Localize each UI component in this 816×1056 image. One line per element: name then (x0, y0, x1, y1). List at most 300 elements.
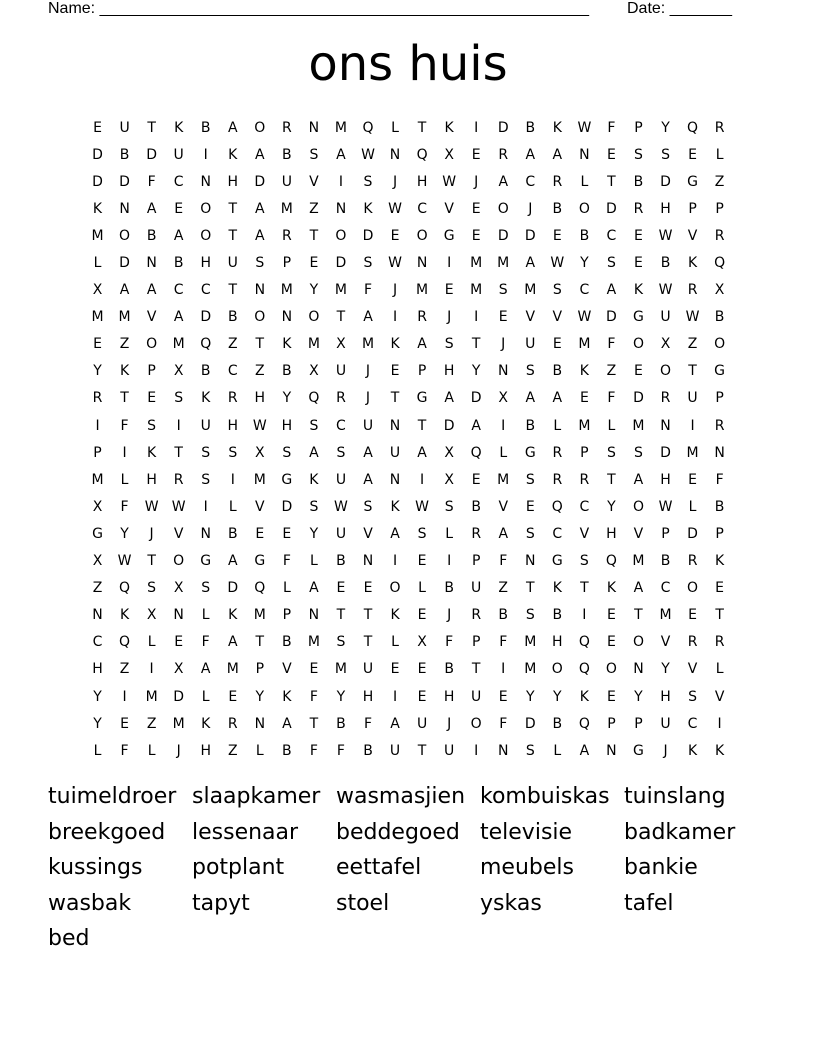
grid-letter[interactable]: K (92, 200, 103, 217)
grid-letter[interactable]: Q (605, 553, 617, 570)
grid-letter[interactable]: E (282, 525, 292, 542)
grid-letter[interactable]: B (714, 498, 725, 515)
grid-letter[interactable]: B (471, 498, 481, 515)
grid-letter[interactable]: L (607, 417, 616, 434)
grid-letter[interactable]: K (228, 607, 238, 624)
grid-letter[interactable]: E (498, 688, 508, 705)
grid-letter[interactable]: R (92, 390, 103, 407)
grid-letter[interactable]: M (118, 309, 131, 326)
grid-letter[interactable]: H (660, 688, 671, 705)
grid-letter[interactable]: B (552, 607, 563, 624)
grid-letter[interactable]: X (173, 661, 184, 678)
grid-letter[interactable]: D (227, 580, 239, 597)
grid-letter[interactable]: M (470, 282, 483, 299)
grid-letter[interactable]: F (201, 634, 210, 651)
grid-letter[interactable]: T (336, 309, 346, 326)
grid-letter[interactable]: A (390, 525, 400, 542)
grid-letter[interactable]: E (498, 309, 508, 326)
grid-letter[interactable]: J (176, 742, 181, 759)
grid-letter[interactable]: X (255, 444, 265, 461)
grid-letter[interactable]: R (417, 309, 427, 326)
grid-letter[interactable]: W (658, 282, 673, 299)
grid-letter[interactable]: D (660, 173, 671, 190)
grid-letter[interactable]: T (390, 390, 400, 407)
grid-letter[interactable]: A (498, 525, 509, 542)
grid-letter[interactable]: S (661, 146, 670, 163)
grid-letter[interactable]: L (309, 553, 318, 570)
grid-letter[interactable]: Y (255, 688, 265, 705)
grid-letter[interactable]: A (633, 580, 644, 597)
grid-letter[interactable]: E (174, 634, 184, 651)
grid-letter[interactable]: B (146, 227, 157, 244)
grid-letter[interactable]: N (525, 553, 536, 570)
grid-letter[interactable]: N (92, 607, 103, 624)
grid-letter[interactable]: O (632, 336, 644, 353)
grid-letter[interactable]: G (443, 227, 455, 244)
grid-letter[interactable]: E (444, 282, 454, 299)
grid-letter[interactable]: T (255, 336, 265, 353)
grid-letter[interactable]: R (714, 119, 725, 136)
grid-letter[interactable]: F (336, 742, 345, 759)
grid-letter[interactable]: U (444, 742, 455, 759)
grid-letter[interactable]: X (660, 336, 671, 353)
grid-letter[interactable]: S (282, 444, 292, 461)
grid-letter[interactable]: S (634, 444, 643, 461)
grid-letter[interactable]: M (307, 634, 320, 651)
grid-letter[interactable]: R (471, 607, 482, 624)
grid-letter[interactable]: B (579, 227, 590, 244)
grid-letter[interactable]: O (308, 309, 320, 326)
grid-letter[interactable]: A (633, 471, 644, 488)
grid-letter[interactable]: V (444, 200, 454, 217)
grid-letter[interactable]: I (122, 444, 127, 461)
grid-letter[interactable]: R (173, 471, 184, 488)
grid-letter[interactable]: D (362, 227, 374, 244)
grid-letter[interactable]: O (146, 336, 158, 353)
grid-letter[interactable]: O (254, 309, 266, 326)
grid-letter[interactable]: K (606, 580, 616, 597)
grid-letter[interactable]: I (717, 715, 722, 732)
grid-letter[interactable]: B (498, 607, 509, 624)
grid-letter[interactable]: K (390, 607, 400, 624)
grid-letter[interactable]: A (282, 715, 292, 732)
grid-letter[interactable]: B (525, 119, 536, 136)
grid-letter[interactable]: Y (525, 688, 535, 705)
grid-letter[interactable]: C (200, 282, 211, 299)
grid-letter[interactable]: T (471, 336, 481, 353)
grid-letter[interactable]: K (282, 688, 292, 705)
grid-letter[interactable]: I (474, 742, 479, 759)
grid-letter[interactable]: W (550, 255, 565, 272)
grid-letter[interactable]: I (501, 417, 506, 434)
grid-letter[interactable]: G (254, 553, 266, 570)
grid-letter[interactable]: A (119, 282, 130, 299)
grid-letter[interactable]: J (365, 363, 371, 380)
grid-letter[interactable]: O (173, 553, 185, 570)
grid-letter[interactable]: O (578, 200, 590, 217)
grid-letter[interactable]: E (525, 498, 535, 515)
grid-letter[interactable]: E (390, 661, 400, 678)
grid-letter[interactable]: S (363, 173, 373, 190)
grid-letter[interactable]: M (578, 417, 591, 434)
grid-letter[interactable]: Y (282, 390, 292, 407)
grid-letter[interactable]: B (660, 553, 671, 570)
grid-letter[interactable]: P (715, 390, 724, 407)
grid-letter[interactable]: E (634, 255, 643, 272)
grid-letter[interactable]: W (442, 173, 457, 190)
grid-letter[interactable]: V (579, 525, 590, 542)
grid-letter[interactable]: F (120, 417, 129, 434)
grid-letter[interactable]: S (363, 255, 373, 272)
grid-letter[interactable]: L (201, 688, 210, 705)
grid-letter[interactable]: C (525, 173, 536, 190)
grid-letter[interactable]: C (687, 715, 698, 732)
grid-letter[interactable]: M (361, 336, 375, 353)
grid-letter[interactable]: F (363, 282, 373, 299)
grid-letter[interactable]: T (174, 444, 183, 461)
grid-letter[interactable]: Y (93, 688, 102, 705)
grid-letter[interactable]: E (606, 634, 616, 651)
grid-letter[interactable]: S (417, 525, 427, 542)
grid-letter[interactable]: Y (309, 282, 319, 299)
grid-letter[interactable]: Y (309, 525, 319, 542)
grid-letter[interactable]: N (389, 146, 401, 163)
grid-letter[interactable]: Z (714, 173, 725, 190)
grid-letter[interactable]: K (579, 688, 589, 705)
grid-letter[interactable]: I (392, 553, 398, 570)
grid-letter[interactable]: U (525, 336, 536, 353)
grid-letter[interactable]: E (471, 146, 481, 163)
grid-letter[interactable]: B (282, 742, 292, 759)
grid-letter[interactable]: O (687, 580, 699, 597)
grid-letter[interactable]: O (470, 715, 482, 732)
grid-letter[interactable]: H (254, 390, 266, 407)
grid-letter[interactable]: K (715, 742, 725, 759)
grid-letter[interactable]: R (633, 200, 644, 217)
grid-letter[interactable]: D (254, 173, 266, 190)
grid-letter[interactable]: H (200, 255, 211, 272)
grid-letter[interactable]: X (92, 282, 103, 299)
grid-letter[interactable]: K (687, 742, 698, 759)
grid-letter[interactable]: M (632, 553, 645, 570)
grid-letter[interactable]: M (145, 688, 158, 705)
grid-letter[interactable]: S (309, 498, 319, 515)
grid-letter[interactable]: Q (119, 634, 131, 651)
grid-letter[interactable]: B (552, 200, 563, 217)
grid-letter[interactable]: A (309, 444, 319, 461)
grid-letter[interactable]: R (687, 282, 698, 299)
grid-letter[interactable]: A (255, 200, 265, 217)
grid-letter[interactable]: P (255, 661, 265, 678)
grid-letter[interactable]: K (201, 390, 211, 407)
grid-letter[interactable]: U (335, 363, 347, 380)
grid-letter[interactable]: U (200, 417, 211, 434)
grid-letter[interactable]: R (281, 119, 292, 136)
grid-letter[interactable]: S (363, 498, 373, 515)
grid-letter[interactable]: U (660, 309, 671, 326)
grid-letter[interactable]: A (227, 553, 238, 570)
grid-letter[interactable]: P (417, 363, 427, 380)
grid-letter[interactable]: K (174, 119, 184, 136)
grid-letter[interactable]: Z (227, 742, 238, 759)
grid-letter[interactable]: W (685, 309, 700, 326)
grid-letter[interactable]: N (579, 146, 590, 163)
grid-letter[interactable]: I (122, 688, 127, 705)
grid-letter[interactable]: F (499, 553, 508, 570)
grid-letter[interactable]: A (498, 173, 509, 190)
grid-letter[interactable]: Z (606, 363, 617, 380)
grid-letter[interactable]: P (715, 525, 724, 542)
grid-letter[interactable]: D (281, 498, 293, 515)
grid-letter[interactable]: E (688, 607, 697, 624)
grid-letter[interactable]: S (688, 688, 697, 705)
grid-letter[interactable]: J (474, 173, 479, 190)
grid-letter[interactable]: B (444, 580, 454, 597)
grid-letter[interactable]: L (93, 742, 102, 759)
grid-letter[interactable]: X (92, 553, 103, 570)
grid-letter[interactable]: H (606, 525, 617, 542)
grid-letter[interactable]: I (474, 119, 479, 136)
grid-letter[interactable]: P (661, 525, 670, 542)
grid-letter[interactable]: K (228, 146, 238, 163)
grid-letter[interactable]: W (658, 498, 673, 515)
grid-letter[interactable]: L (715, 146, 724, 163)
grid-letter[interactable]: M (91, 227, 104, 244)
grid-letter[interactable]: K (390, 498, 400, 515)
grid-letter[interactable]: E (552, 336, 562, 353)
grid-letter[interactable]: V (633, 525, 644, 542)
grid-letter[interactable]: A (146, 282, 157, 299)
grid-letter[interactable]: C (227, 363, 238, 380)
grid-letter[interactable]: N (200, 173, 211, 190)
grid-letter[interactable]: E (471, 227, 481, 244)
grid-letter[interactable]: U (227, 255, 238, 272)
grid-letter[interactable]: A (471, 417, 481, 434)
grid-letter[interactable]: S (336, 634, 346, 651)
grid-letter[interactable]: E (606, 688, 616, 705)
grid-letter[interactable]: H (227, 417, 239, 434)
grid-letter[interactable]: J (447, 607, 452, 624)
grid-letter[interactable]: X (444, 444, 454, 461)
grid-letter[interactable]: R (552, 471, 563, 488)
grid-letter[interactable]: M (172, 336, 185, 353)
grid-letter[interactable]: B (660, 255, 671, 272)
grid-letter[interactable]: G (633, 742, 644, 759)
grid-letter[interactable]: Z (498, 580, 509, 597)
grid-letter[interactable]: O (119, 227, 131, 244)
grid-letter[interactable]: A (173, 227, 184, 244)
grid-letter[interactable]: N (714, 444, 725, 461)
grid-letter[interactable]: P (607, 715, 616, 732)
grid-letter[interactable]: L (201, 607, 210, 624)
grid-letter[interactable]: F (363, 715, 373, 732)
grid-letter[interactable]: B (282, 363, 292, 380)
grid-letter[interactable]: J (663, 742, 668, 759)
grid-letter[interactable]: M (524, 282, 537, 299)
grid-letter[interactable]: O (551, 661, 563, 678)
grid-letter[interactable]: W (171, 498, 186, 515)
grid-letter[interactable]: S (309, 146, 319, 163)
grid-letter[interactable]: V (173, 525, 184, 542)
grid-letter[interactable]: I (176, 417, 181, 434)
grid-letter[interactable]: V (552, 309, 563, 326)
grid-letter[interactable]: P (471, 553, 481, 570)
grid-letter[interactable]: E (174, 200, 184, 217)
grid-letter[interactable]: V (525, 309, 536, 326)
grid-letter[interactable]: B (200, 363, 211, 380)
grid-letter[interactable]: U (389, 742, 401, 759)
grid-letter[interactable]: K (552, 580, 562, 597)
grid-letter[interactable]: D (606, 309, 617, 326)
grid-letter[interactable]: W (415, 498, 429, 515)
grid-letter[interactable]: G (633, 309, 644, 326)
grid-letter[interactable]: I (447, 255, 452, 272)
grid-letter[interactable]: W (144, 498, 159, 515)
grid-letter[interactable]: Y (661, 119, 670, 136)
grid-letter[interactable]: M (334, 119, 347, 136)
grid-letter[interactable]: E (715, 580, 725, 597)
grid-letter[interactable]: Y (471, 363, 481, 380)
grid-letter[interactable]: T (417, 119, 427, 136)
grid-letter[interactable]: Q (362, 119, 374, 136)
grid-letter[interactable]: U (389, 444, 401, 461)
grid-letter[interactable]: X (714, 282, 725, 299)
grid-letter[interactable]: O (632, 498, 644, 515)
grid-letter[interactable]: B (552, 715, 563, 732)
grid-letter[interactable]: Z (92, 580, 103, 597)
grid-letter[interactable]: S (444, 498, 454, 515)
grid-letter[interactable]: R (714, 634, 725, 651)
grid-letter[interactable]: W (658, 227, 673, 244)
grid-letter[interactable]: A (525, 390, 536, 407)
grid-letter[interactable]: N (389, 471, 401, 488)
grid-letter[interactable]: M (280, 282, 293, 299)
grid-letter[interactable]: S (255, 255, 265, 272)
grid-letter[interactable]: S (309, 417, 319, 434)
grid-letter[interactable]: B (363, 742, 373, 759)
grid-letter[interactable]: H (416, 173, 428, 190)
grid-letter[interactable]: M (659, 607, 672, 624)
grid-letter[interactable]: E (606, 607, 616, 624)
grid-letter[interactable]: I (501, 661, 506, 678)
grid-letter[interactable]: M (470, 255, 483, 272)
grid-letter[interactable]: D (524, 227, 536, 244)
grid-letter[interactable]: B (525, 417, 536, 434)
grid-letter[interactable]: R (714, 227, 725, 244)
grid-letter[interactable]: L (580, 173, 589, 190)
grid-letter[interactable]: X (146, 607, 157, 624)
grid-letter[interactable]: S (525, 471, 535, 488)
grid-letter[interactable]: N (335, 200, 347, 217)
grid-letter[interactable]: A (552, 390, 563, 407)
grid-letter[interactable]: U (471, 688, 482, 705)
grid-letter[interactable]: P (147, 363, 156, 380)
grid-letter[interactable]: D (92, 146, 103, 163)
grid-letter[interactable]: D (633, 390, 644, 407)
grid-letter[interactable]: T (228, 282, 238, 299)
grid-letter[interactable]: P (634, 715, 643, 732)
grid-letter[interactable]: F (499, 715, 508, 732)
grid-letter[interactable]: E (417, 661, 427, 678)
grid-letter[interactable]: O (659, 363, 672, 380)
grid-letter[interactable]: S (201, 471, 211, 488)
grid-letter[interactable]: K (552, 119, 562, 136)
grid-letter[interactable]: Z (146, 715, 157, 732)
grid-letter[interactable]: A (606, 282, 617, 299)
grid-letter[interactable]: I (474, 309, 479, 326)
grid-letter[interactable]: I (690, 417, 695, 434)
grid-letter[interactable]: M (334, 661, 347, 678)
grid-letter[interactable]: K (444, 119, 454, 136)
grid-letter[interactable]: T (363, 607, 373, 624)
grid-letter[interactable]: N (200, 525, 211, 542)
grid-letter[interactable]: U (687, 390, 698, 407)
grid-letter[interactable]: L (445, 525, 454, 542)
grid-letter[interactable]: R (714, 417, 725, 434)
grid-letter[interactable]: T (417, 417, 427, 434)
grid-letter[interactable]: Z (309, 200, 319, 217)
grid-letter[interactable]: E (390, 227, 400, 244)
grid-letter[interactable]: L (391, 119, 399, 136)
grid-letter[interactable]: W (388, 200, 402, 217)
grid-letter[interactable]: R (687, 634, 698, 651)
grid-letter[interactable]: M (632, 417, 645, 434)
grid-letter[interactable]: G (416, 390, 428, 407)
grid-letter[interactable]: R (552, 444, 563, 461)
grid-letter[interactable]: T (336, 607, 346, 624)
grid-letter[interactable]: K (201, 715, 211, 732)
grid-letter[interactable]: M (226, 661, 239, 678)
grid-letter[interactable]: O (714, 336, 726, 353)
grid-letter[interactable]: A (173, 309, 184, 326)
grid-letter[interactable]: T (525, 580, 535, 597)
grid-letter[interactable]: B (714, 309, 725, 326)
grid-letter[interactable]: W (361, 146, 375, 163)
grid-letter[interactable]: M (497, 471, 510, 488)
grid-letter[interactable]: B (552, 363, 563, 380)
grid-letter[interactable]: S (174, 390, 184, 407)
grid-letter[interactable]: V (282, 661, 292, 678)
grid-letter[interactable]: E (309, 255, 319, 272)
grid-letter[interactable]: E (634, 363, 643, 380)
grid-letter[interactable]: N (606, 742, 617, 759)
grid-letter[interactable]: S (525, 363, 535, 380)
grid-letter[interactable]: G (281, 471, 293, 488)
grid-letter[interactable]: I (420, 471, 425, 488)
grid-letter[interactable]: C (579, 498, 590, 515)
grid-letter[interactable]: R (471, 525, 482, 542)
grid-letter[interactable]: W (252, 417, 267, 434)
grid-letter[interactable]: S (201, 444, 211, 461)
grid-letter[interactable]: S (336, 444, 346, 461)
grid-letter[interactable]: E (471, 471, 481, 488)
grid-letter[interactable]: B (227, 309, 238, 326)
grid-letter[interactable]: E (309, 661, 319, 678)
grid-letter[interactable]: A (336, 146, 346, 163)
grid-letter[interactable]: Q (578, 634, 590, 651)
grid-letter[interactable]: J (528, 200, 533, 217)
grid-letter[interactable]: I (95, 417, 100, 434)
grid-letter[interactable]: Q (308, 390, 320, 407)
grid-letter[interactable]: O (389, 580, 401, 597)
grid-letter[interactable]: H (92, 661, 103, 678)
grid-letter[interactable]: D (173, 688, 185, 705)
grid-letter[interactable]: A (363, 471, 373, 488)
grid-letter[interactable]: I (447, 553, 452, 570)
grid-letter[interactable]: V (714, 688, 725, 705)
grid-letter[interactable]: A (579, 742, 590, 759)
grid-letter[interactable]: K (119, 363, 130, 380)
